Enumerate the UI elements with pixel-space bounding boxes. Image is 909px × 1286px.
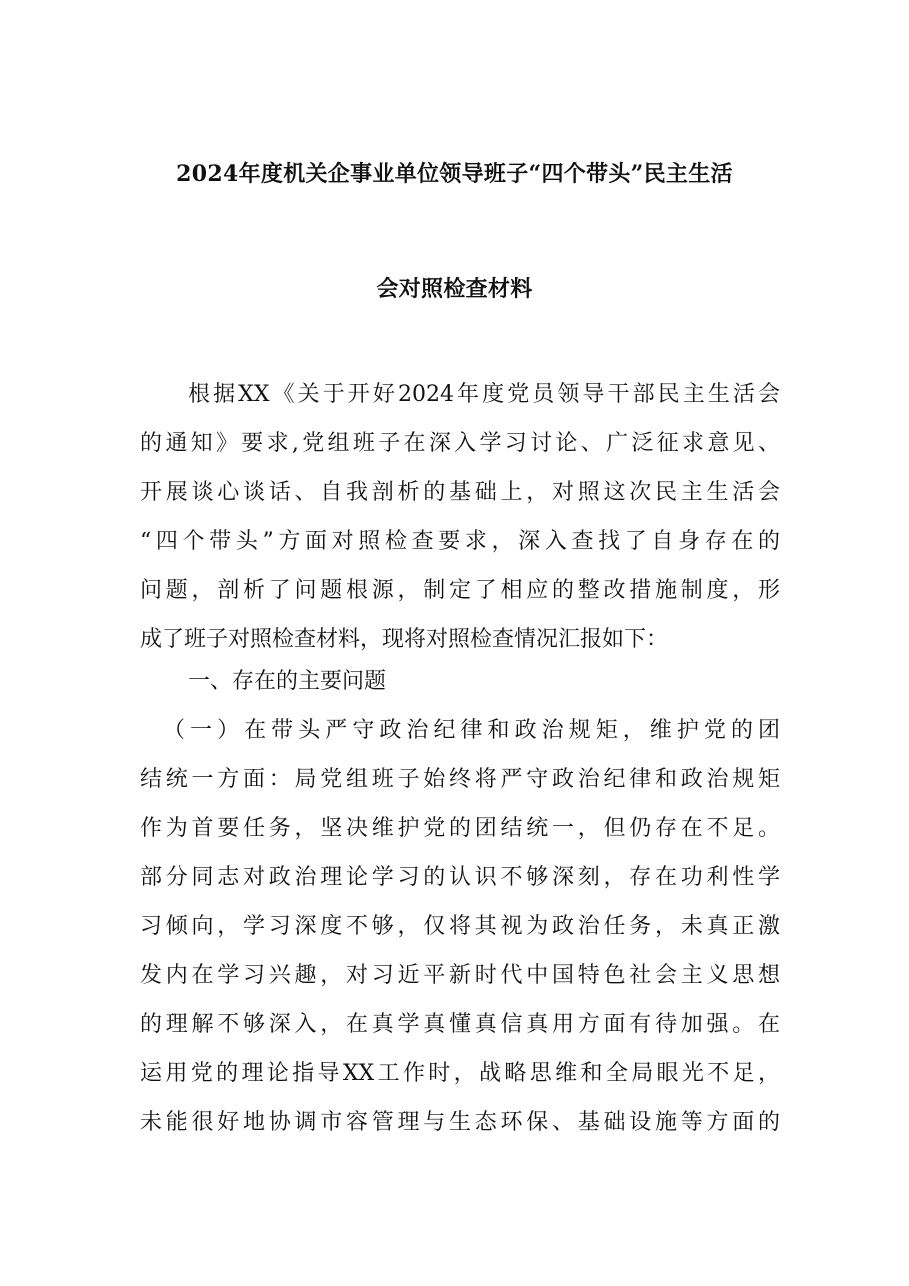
paragraph-2-line: 结统一方面：局党组班子始终将严守政治纪律和政治规矩 <box>140 767 780 792</box>
document-title-line-2: 会对照检查材料 <box>376 276 533 302</box>
paragraph-1-line: 开展谈心谈话、自我剖析的基础上，对照这次民主生活会 <box>140 480 780 505</box>
paragraph-1-line: 根据XX《关于开好2024年度党员领导干部民主生活会 <box>188 382 780 407</box>
paragraph-1-line: 成了班子对照检查材料，现将对照检查情况汇报如下： <box>140 627 669 652</box>
paragraph-1-line: “四个带头”方面对照检查要求，深入查找了自身存在的 <box>140 529 780 554</box>
paragraph-2-line: 运用党的理论指导XX工作时，战略思维和全局眼光不足， <box>140 1061 780 1086</box>
section-heading: 一、存在的主要问题 <box>188 669 387 694</box>
paragraph-1-line: 问题，剖析了问题根源，制定了相应的整改措施制度，形 <box>140 578 780 603</box>
document-title-line-1: 2024年度机关企事业单位领导班子“四个带头”民主生活 <box>176 161 733 187</box>
paragraph-2-line: 习倾向，学习深度不够，仅将其视为政治任务，未真正激 <box>140 914 780 939</box>
paragraph-1-line: 的通知》要求,党组班子在深入学习讨论、广泛征求意见、 <box>140 431 780 456</box>
paragraph-2-line: （一）在带头严守政治纪律和政治规矩，维护党的团 <box>163 718 780 743</box>
paragraph-2-line: 未能很好地协调市容管理与生态环保、基础设施等方面的 <box>140 1110 780 1135</box>
paragraph-2-line: 的理解不够深入，在真学真懂真信真用方面有待加强。在 <box>140 1012 780 1037</box>
paragraph-2-line: 部分同志对政治理论学习的认识不够深刻，存在功利性学 <box>140 865 780 890</box>
paragraph-2-line: 发内在学习兴趣，对习近平新时代中国特色社会主义思想 <box>140 963 780 988</box>
paragraph-2-line: 作为首要任务，坚决维护党的团结统一，但仍存在不足。 <box>140 816 780 841</box>
